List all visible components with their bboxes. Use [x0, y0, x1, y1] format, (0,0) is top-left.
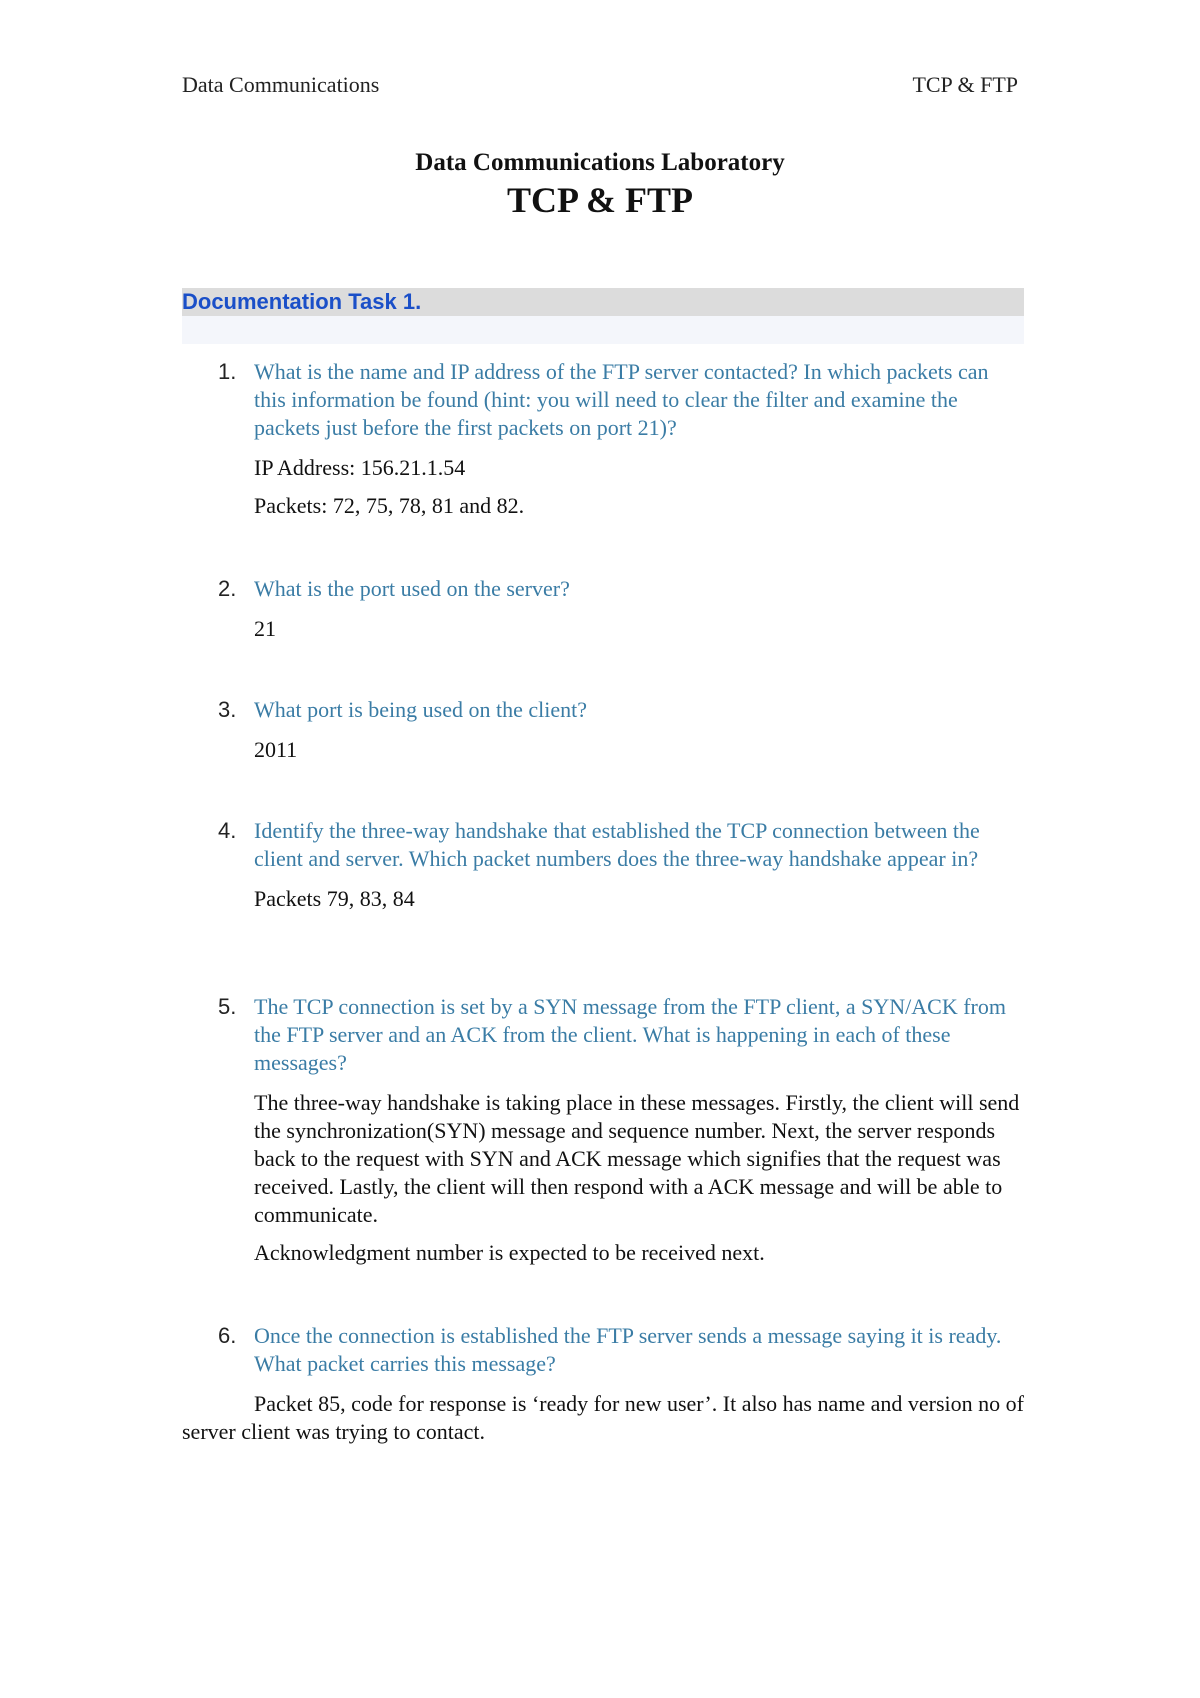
question-text: What is the port used on the server? [254, 576, 570, 601]
answer-text: 21 [254, 616, 276, 641]
question-text: What port is being used on the client? [254, 697, 587, 722]
question-text: Once the connection is established the FTP server sends a message saying it is ready. What packet carries this message? [254, 1323, 1002, 1376]
lab-title: Data Communications Laboratory [415, 149, 785, 176]
main-title: TCP & FTP [507, 180, 693, 220]
question-row [182, 993, 1024, 1077]
question-number: 6. [218, 1323, 237, 1348]
question-number: 5. [218, 994, 237, 1019]
question-block-2 [182, 575, 1024, 643]
header-right: TCP & FTP [912, 72, 1018, 97]
question-number: 1. [218, 359, 237, 384]
question-block-6 [182, 1322, 1024, 1446]
header-left: Data Communications [182, 72, 380, 97]
answer-text: Packets: 72, 75, 78, 81 and 82. [254, 493, 525, 518]
running-header [182, 72, 1018, 98]
section-title: Documentation Task 1. [182, 289, 422, 314]
question-block-1 [182, 358, 1024, 520]
answer-text: 2011 [254, 737, 298, 762]
answer-text: The three-way handshake is taking place in these messages. Firstly, the client will send the synchronization(SYN) message and sequence number. Next, the server responds back to the request with SYN and ACK message which signifies that the request was received. Lastly, the client will then respond with a ACK message and will be able to communicate. [254, 1090, 1020, 1227]
answer-text: Packet 85, code for response is ‘ready for new user’. It also has name and version no of server client was trying to contact. [182, 1391, 1024, 1444]
answer-text: Acknowledgment number is expected to be received next. [254, 1240, 765, 1265]
question-text: The TCP connection is set by a SYN message from the FTP client, a SYN/ACK from the FTP server and an ACK from the client. What is happening in each of these messages? [254, 994, 1006, 1075]
question-block-5 [182, 993, 1024, 1267]
answer-text: Packets 79, 83, 84 [254, 886, 415, 911]
question-block-3 [182, 696, 1024, 764]
question-row [182, 817, 1024, 873]
question-block-4 [182, 817, 1024, 913]
question-row [182, 575, 1024, 603]
answer-text: IP Address: 156.21.1.54 [254, 455, 466, 480]
question-row [182, 1322, 1024, 1378]
question-text: What is the name and IP address of the FTP server contacted? In which packets can this information be found (hint: you will need to clear the filter and examine the packets just before the first packets on port 21)? [254, 359, 989, 440]
question-row [182, 358, 1024, 442]
section-heading-subbar [182, 316, 1024, 344]
question-row [182, 696, 1024, 724]
question-number: 2. [218, 576, 237, 601]
question-number: 3. [218, 697, 237, 722]
question-text: Identify the three-way handshake that established the TCP connection between the client and server. Which packet numbers does the three-way handshake appear in? [254, 818, 980, 871]
document-title [0, 148, 1200, 222]
question-number: 4. [218, 818, 237, 843]
